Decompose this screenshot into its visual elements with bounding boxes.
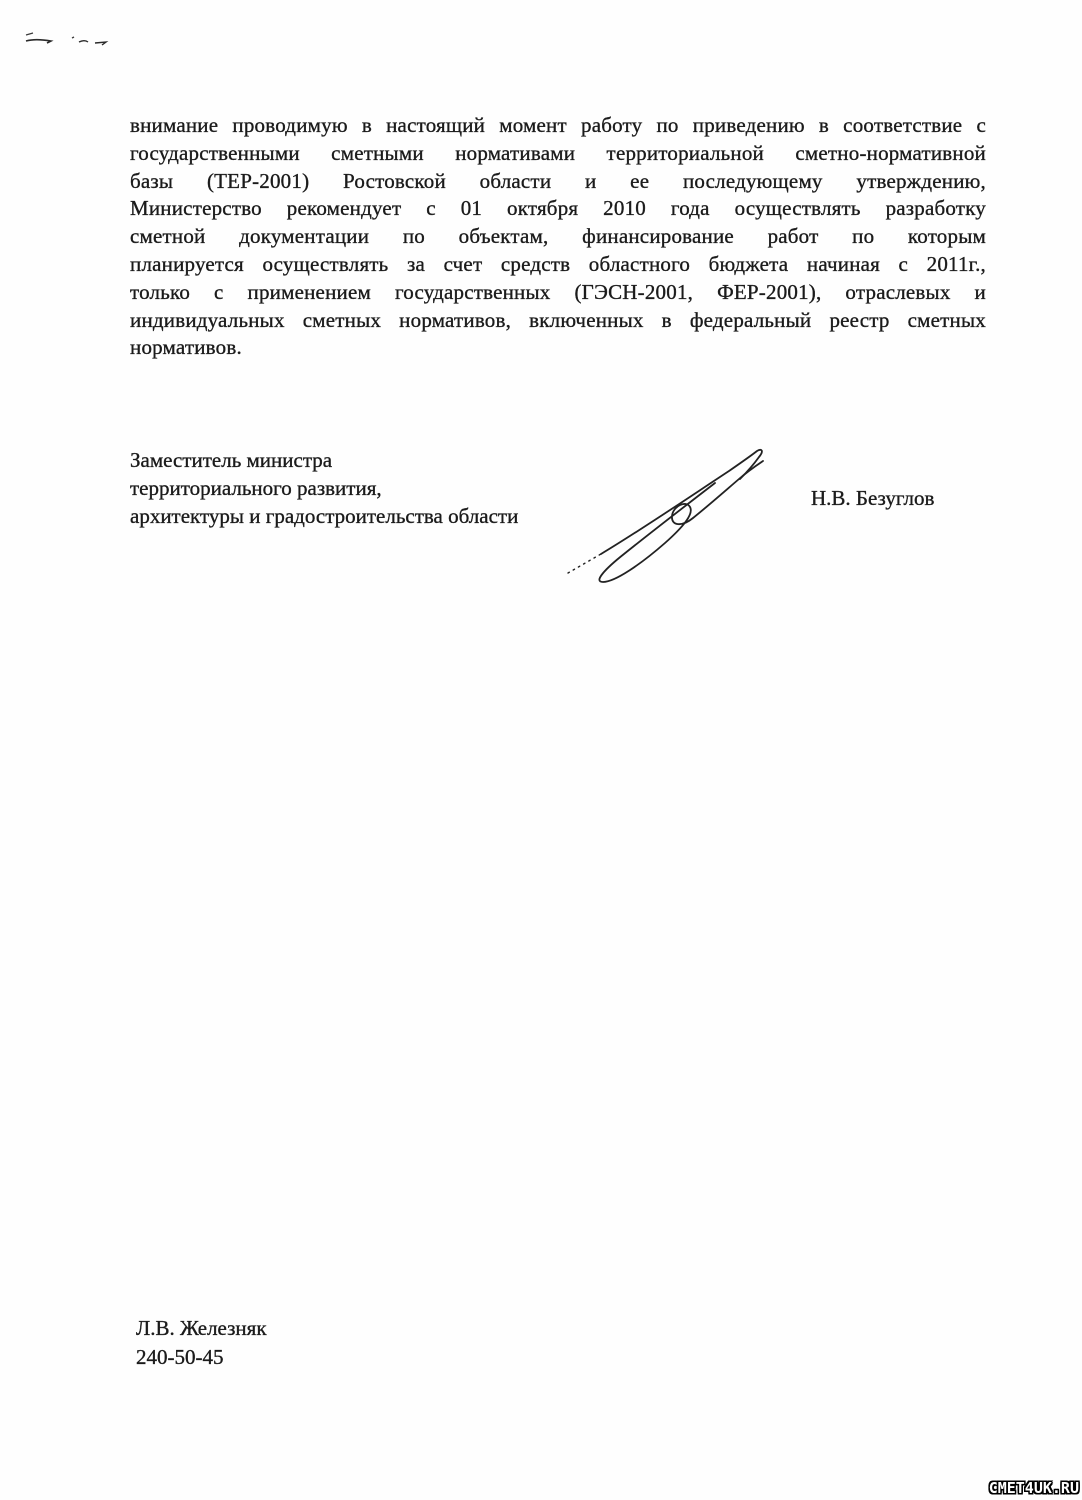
body-line: Министерство рекомендует с 01 октября 2010 года осуществлять разработку xyxy=(130,196,986,221)
executor-phone: 240-50-45 xyxy=(136,1344,224,1369)
body-line: базы (ТЕР-2001) Ростовской области и ее последующему утверждению, xyxy=(130,168,986,193)
handwritten-signature xyxy=(563,446,793,588)
body-line: нормативов. xyxy=(130,335,242,360)
executor-name: Л.В. Железняк xyxy=(136,1316,267,1340)
scan-artifact-mark xyxy=(70,33,110,49)
signer-name: Н.В. Безуглов xyxy=(811,486,935,510)
body-line: индивидуальных сметных нормативов, включенных в федеральный реестр сметных xyxy=(130,307,986,332)
signer-position-block xyxy=(130,446,518,530)
executor-contact-block xyxy=(136,1314,267,1371)
signer-position-line: Заместитель министра xyxy=(130,448,333,472)
watermark: CMET4UK.RU xyxy=(988,1479,1079,1497)
body-line: планируется осуществлять за счет средств областного бюджета начиная с 2011г., xyxy=(130,251,986,276)
body-line: сметной документации по объектам, финансирование работ по которым xyxy=(130,224,986,249)
letter-body-paragraph xyxy=(130,112,986,362)
body-line: внимание проводимую в настоящий момент работу по приведению в соответствие с xyxy=(130,113,986,137)
scan-artifact-mark xyxy=(24,30,54,48)
signer-position-line: территориального развития, xyxy=(130,476,382,500)
body-line: государственными сметными нормативами территориальной сметно-нормативной xyxy=(130,140,986,165)
signer-position-line: архитектуры и градостроительства области xyxy=(130,504,519,528)
body-line: только с применением государственных (ГЭСН-2001, ФЕР-2001), отраслевых и xyxy=(130,279,986,304)
